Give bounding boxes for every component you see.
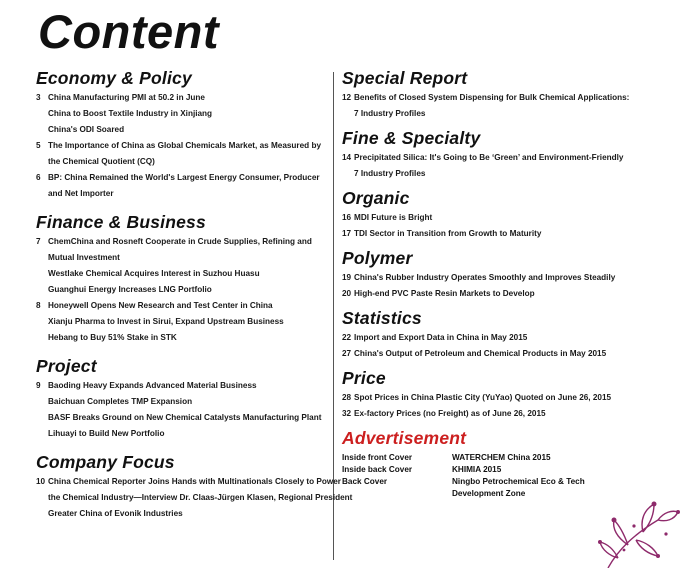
page-number: 6 <box>36 173 41 182</box>
entry-line: High-end PVC Paste Resin Markets to Develop <box>354 289 535 298</box>
entry-lines <box>48 298 284 346</box>
entry-lines <box>48 378 321 442</box>
entry-line: 7 Industry Profiles <box>354 109 426 118</box>
entry-lines <box>354 346 606 362</box>
entry-line: The Importance of China as Global Chemicals Market, as Measured by <box>48 141 321 150</box>
toc-entry <box>36 298 331 346</box>
toc-entry <box>342 150 662 182</box>
toc-entry <box>342 270 662 286</box>
section-title: Project <box>36 356 97 376</box>
toc-section <box>342 306 662 362</box>
toc-section <box>342 126 662 182</box>
page-number: 20 <box>342 289 352 298</box>
toc-entry <box>36 474 353 522</box>
entry-line: China Chemical Reporter Joins Hands with Multinationals Closely to Power <box>48 477 341 486</box>
entry-line: Benefits of Closed System Dispensing for Bulk Chemical Applications: <box>354 93 630 102</box>
entry-line: ChemChina and Rosneft Cooperate in Crude Supplies, Refining and <box>48 237 312 246</box>
entry-line: the Chemical Quotient (CQ) <box>48 157 155 166</box>
entry-lines <box>48 90 212 138</box>
page-number: 28 <box>342 393 352 402</box>
entry-lines <box>354 330 527 346</box>
page-title: Content <box>38 5 220 58</box>
ad-advertiser-line: Development Zone <box>452 489 526 498</box>
page-number: 19 <box>342 273 352 282</box>
ad-row <box>342 452 662 464</box>
entry-line: Honeywell Opens New Research and Test Center in China <box>48 301 273 310</box>
floral-ornament-icon <box>588 490 680 568</box>
entry-line: Baoding Heavy Expands Advanced Material Business <box>48 381 257 390</box>
entry-line: Ex-factory Prices (no Freight) as of June 26, 2015 <box>354 409 546 418</box>
entry-line: BP: China Remained the World's Largest Energy Consumer, Producer <box>48 173 320 182</box>
toc-entry <box>36 90 331 138</box>
toc-entry <box>342 226 662 242</box>
entry-lines <box>354 286 535 302</box>
page-number: 9 <box>36 381 41 390</box>
page-number: 3 <box>36 93 41 102</box>
ad-advertiser <box>452 464 501 476</box>
entry-lines <box>354 390 611 406</box>
ad-advertiser <box>452 452 551 464</box>
toc-section <box>342 366 662 422</box>
entry-line: Import and Export Data in China in May 2015 <box>354 333 528 342</box>
ad-advertiser <box>452 476 585 500</box>
advertisement-title: Advertisement <box>342 428 467 448</box>
page-number: 12 <box>342 93 352 102</box>
section-title: Price <box>342 368 386 388</box>
toc-entry <box>342 330 662 346</box>
ad-advertiser-line: WATERCHEM China 2015 <box>452 453 551 462</box>
advertisement-section <box>342 426 662 500</box>
entry-line: Lihuayi to Build New Portfolio <box>48 429 165 438</box>
entry-line: Xianju Pharma to Invest in Sirui, Expand Upstream Business <box>48 317 284 326</box>
ad-position: Back Cover <box>342 477 388 486</box>
entry-lines <box>48 170 320 202</box>
toc-entry <box>36 138 331 170</box>
ad-row <box>342 464 662 476</box>
page-number: 17 <box>342 229 352 238</box>
entry-lines <box>354 90 629 122</box>
entry-line: Precipitated Silica: It's Going to Be ‘Green’ and Environment-Friendly <box>354 153 624 162</box>
entry-line: China's Output of Petroleum and Chemical Products in May 2015 <box>354 349 607 358</box>
entry-lines <box>354 270 615 286</box>
entry-line: China Manufacturing PMI at 50.2 in June <box>48 93 205 102</box>
entry-line: China's Rubber Industry Operates Smoothly and Improves Steadily <box>354 273 616 282</box>
page-number: 32 <box>342 409 352 418</box>
entry-line: Mutual Investment <box>48 253 120 262</box>
toc-entry <box>342 286 662 302</box>
toc-entry <box>342 390 662 406</box>
entry-lines <box>48 474 352 522</box>
toc-section <box>342 186 662 242</box>
section-title: Company Focus <box>36 452 175 472</box>
entry-lines <box>354 210 432 226</box>
toc-section <box>36 210 331 346</box>
section-title: Economy & Policy <box>36 68 192 88</box>
toc-entry <box>36 378 331 442</box>
entry-lines <box>48 234 312 298</box>
entry-line: the Chemical Industry—Interview Dr. Claas-Jürgen Klasen, Regional President <box>48 493 353 502</box>
ad-advertiser-line: Ningbo Petrochemical Eco & Tech <box>452 477 585 486</box>
section-title: Polymer <box>342 248 413 268</box>
section-title: Finance & Business <box>36 212 206 232</box>
toc-section <box>36 450 353 522</box>
page-number: 27 <box>342 349 352 358</box>
section-title: Fine & Specialty <box>342 128 481 148</box>
entry-lines <box>354 226 541 242</box>
entry-line: Hebang to Buy 51% Stake in STK <box>48 333 177 342</box>
toc-entry <box>342 406 662 422</box>
section-title: Statistics <box>342 308 422 328</box>
entry-line: China to Boost Textile Industry in Xinjiang <box>48 109 213 118</box>
page-number: 22 <box>342 333 352 342</box>
toc-section <box>36 66 331 202</box>
entry-line: 7 Industry Profiles <box>354 169 426 178</box>
toc-entry <box>36 234 331 298</box>
entry-line: Spot Prices in China Plastic City (YuYao) Quoted on June 26, 2015 <box>354 393 612 402</box>
page-number: 14 <box>342 153 352 162</box>
ad-advertiser-line: KHIMIA 2015 <box>452 465 502 474</box>
section-title: Organic <box>342 188 410 208</box>
ad-position: Inside front Cover <box>342 453 413 462</box>
page-number: 16 <box>342 213 352 222</box>
entry-line: BASF Breaks Ground on New Chemical Catalysts Manufacturing Plant <box>48 413 322 422</box>
right-column <box>342 66 662 500</box>
entry-line: Westlake Chemical Acquires Interest in Suzhou Huasu <box>48 269 260 278</box>
toc-section <box>36 354 331 442</box>
toc-section <box>342 246 662 302</box>
entry-lines <box>354 406 546 422</box>
entry-line: Greater China of Evonik Industries <box>48 509 183 518</box>
page-number: 7 <box>36 237 41 246</box>
page-number: 5 <box>36 141 41 150</box>
entry-line: Baichuan Completes TMP Expansion <box>48 397 193 406</box>
entry-line: Guanghui Energy Increases LNG Portfolio <box>48 285 212 294</box>
ad-position: Inside back Cover <box>342 465 413 474</box>
toc-entry <box>342 210 662 226</box>
entry-line: China's ODI Soared <box>48 125 125 134</box>
toc-entry <box>36 170 331 202</box>
entry-lines <box>354 150 623 182</box>
entry-line: MDI Future is Bright <box>354 213 433 222</box>
page-number: 10 <box>36 477 46 486</box>
entry-lines <box>48 138 321 170</box>
toc-entry <box>342 90 662 122</box>
toc-entry <box>342 346 662 362</box>
entry-line: and Net Importer <box>48 189 114 198</box>
entry-line: TDI Sector in Transition from Growth to Maturity <box>354 229 542 238</box>
section-title: Special Report <box>342 68 468 88</box>
toc-section <box>342 66 662 122</box>
page-number: 8 <box>36 301 41 310</box>
